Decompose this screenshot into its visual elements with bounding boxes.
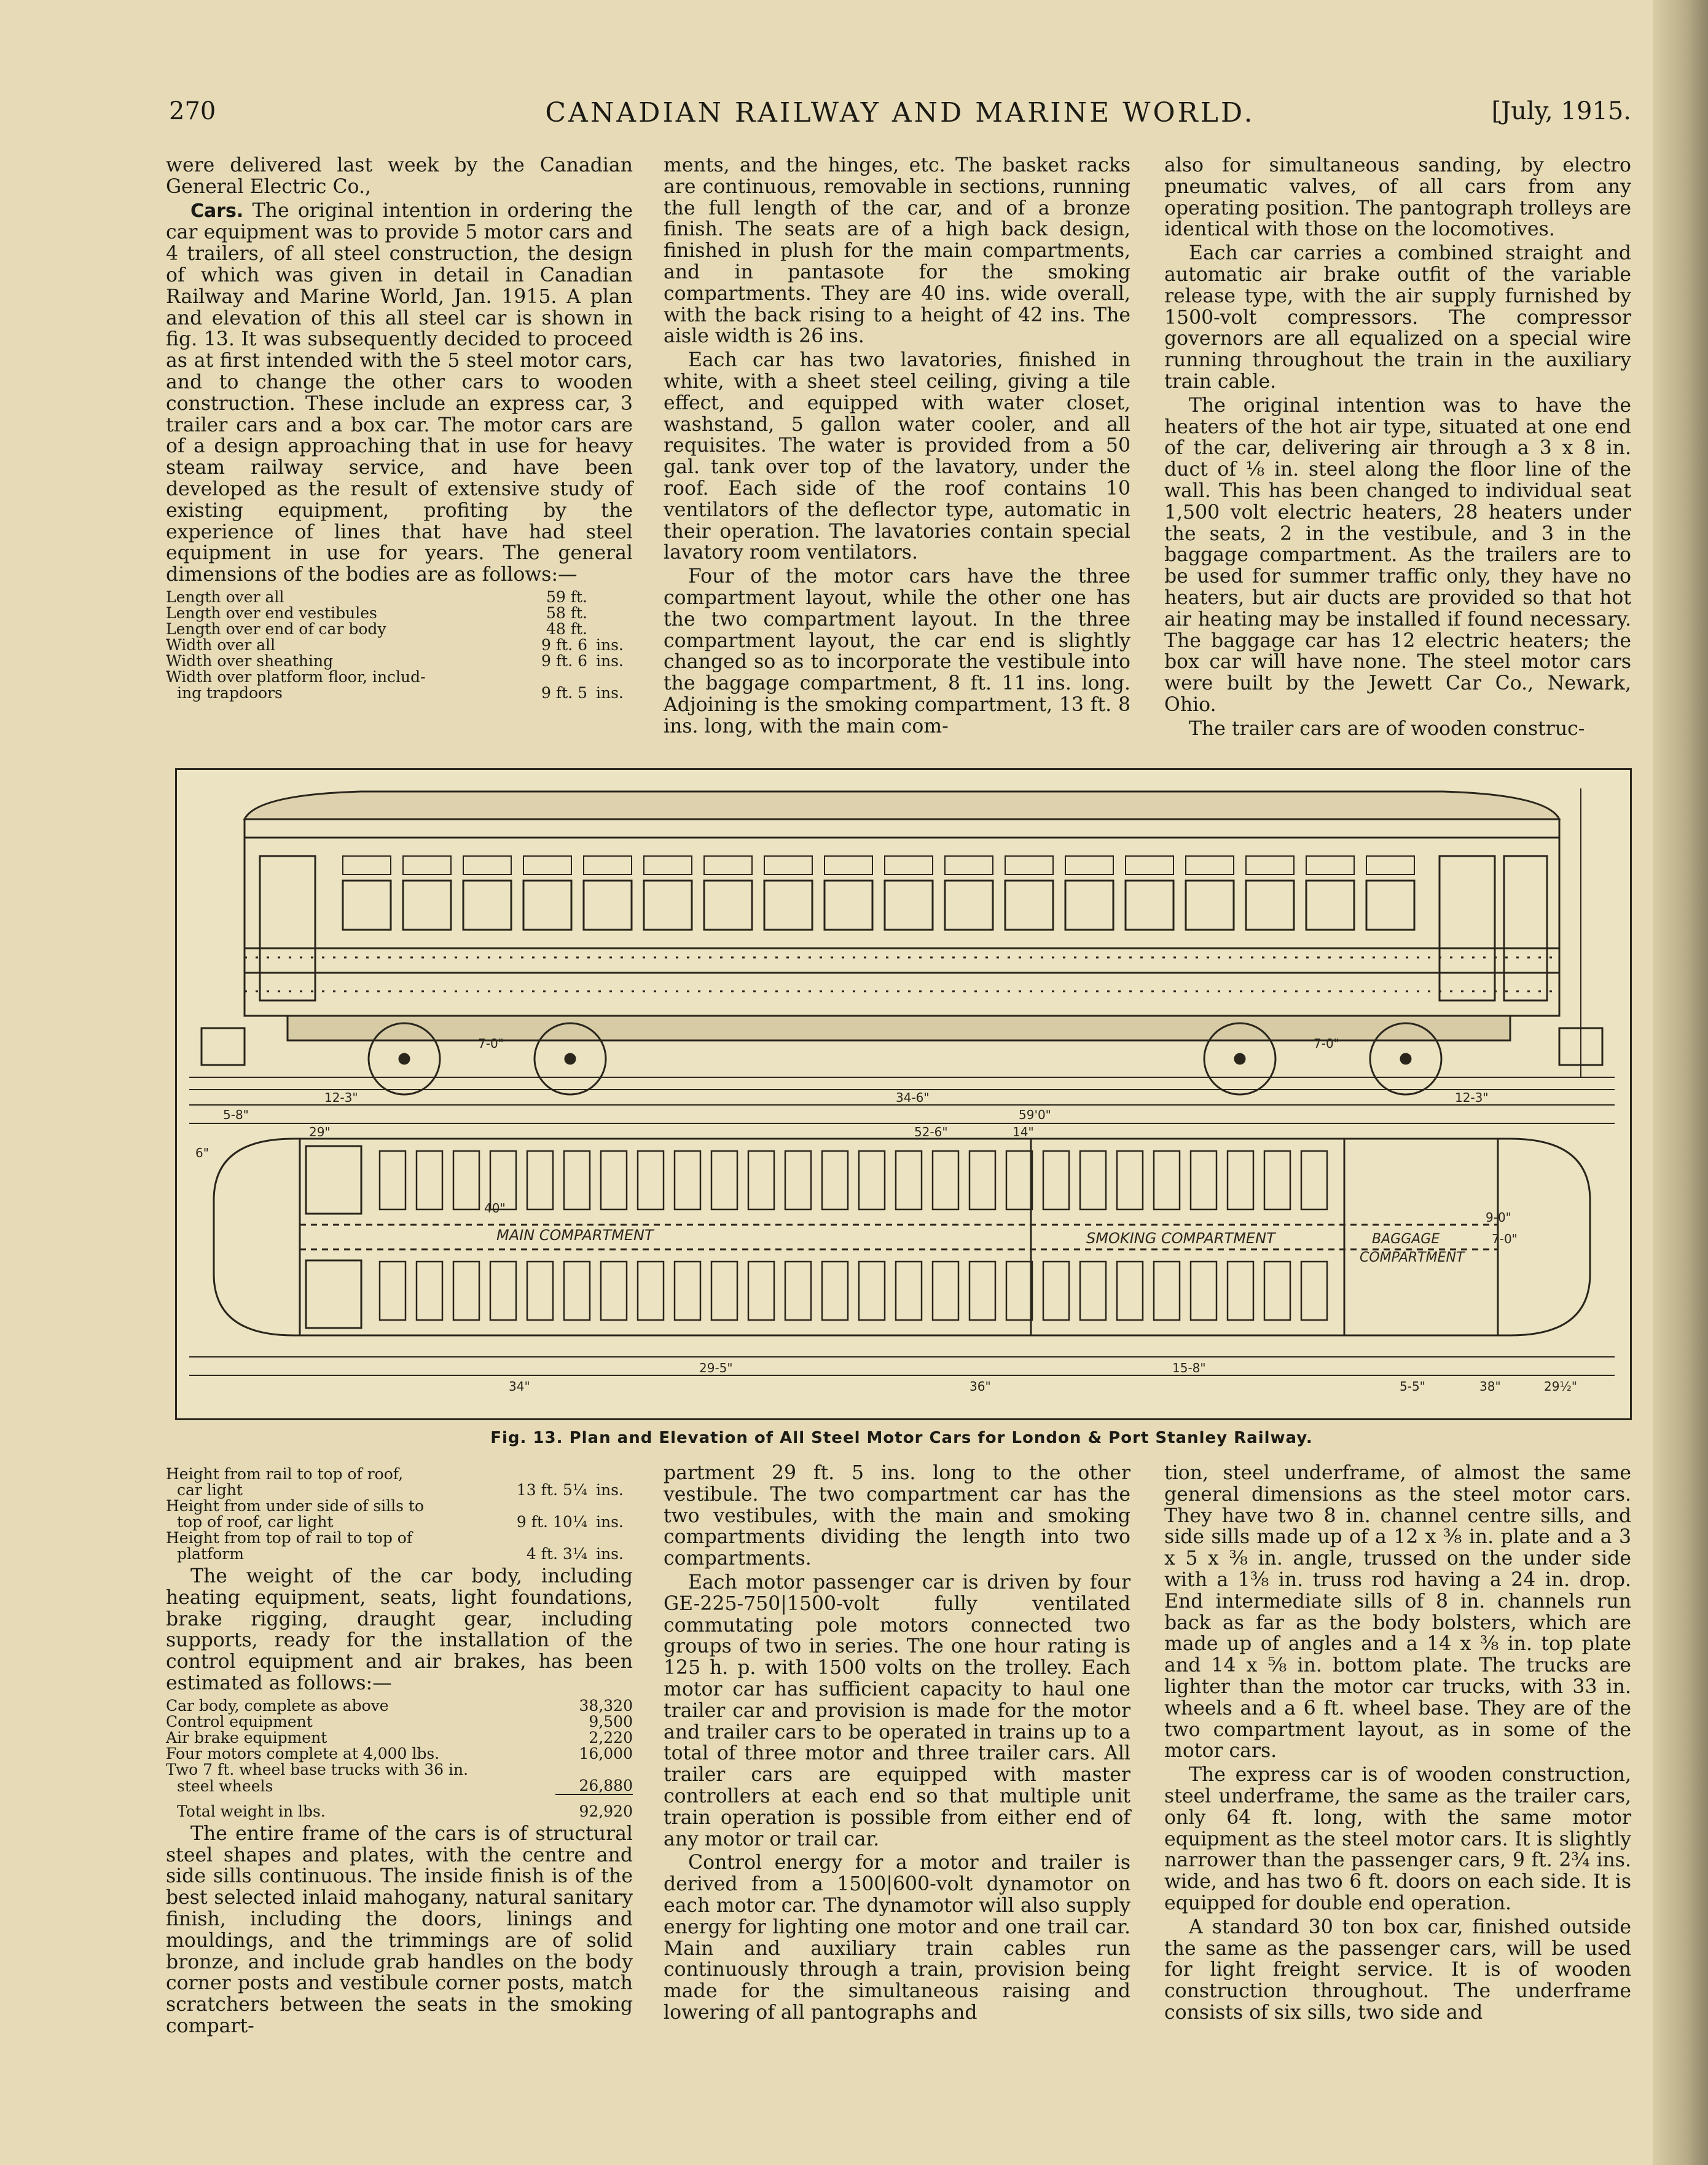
transom-window (1306, 856, 1354, 874)
seat (601, 1151, 627, 1209)
transom-window (523, 856, 571, 874)
transom-window (644, 856, 692, 874)
baggage-label-1: BAGGAGE (1372, 1232, 1440, 1247)
seat (748, 1151, 774, 1209)
seat (748, 1262, 774, 1320)
seat (1301, 1262, 1327, 1320)
smoking-compartment-label: SMOKING COMPARTMENT (1086, 1230, 1275, 1247)
table-row (166, 653, 633, 669)
dim-label: Length over all (166, 587, 284, 606)
weight-label: Two 7 ft. wheel base trucks with 36 in. (166, 1760, 469, 1778)
seat (1043, 1262, 1069, 1320)
seat (490, 1262, 516, 1320)
dimensions-table (166, 589, 633, 701)
paragraph: The original intention was to have the heaters of the hot air type, situated at one end of the car, delivering air through a 3 x 8 in. duct of ⅛ in. steel along the floor line of the wall. This has been changed to individual seat 1,500 volt electric heaters, 28 heaters under the seats, 2 in the vestibule, and 3 in the baggage compartment. As the trailers are to be used for summer traffic only, they have no heaters, but air ducts are provided so that hot air heating may be installed if found necessary. The baggage car has 12 electric heaters; the box car will have none. The steel motor cars were built by the Jewett Car Co., Newark, Ohio. (1164, 394, 1631, 716)
seat (675, 1151, 700, 1209)
column-1-top (166, 155, 633, 705)
paragraph: partment 29 ft. 5 ins. long to the other vestibule. The two compartment car has the two vestibules, with the main and smoking compartments dividing the length into two compartments. (664, 1462, 1130, 1570)
dim-label: Width over platform floor, includ- (166, 667, 426, 686)
weight-label: Four motors complete at 4,000 lbs. (166, 1744, 440, 1762)
seat (1117, 1151, 1143, 1209)
window (343, 881, 391, 930)
paragraph: Each car has two lavatories, finished in white, with a sheet steel ceiling, giving a tile effect, and equipped with water closet, washstand, 5 gallon water cooler, and all requisites. The water is provided from a 50 gal. tank over top of the lavatory, under the roof. Each side of the roof contains 10 ventilators of the deflector type, automatic in their operation. The lavatories contain special lavatory room ventilators. (664, 349, 1130, 564)
seat (859, 1151, 885, 1209)
paragraph: Each motor passenger car is driven by four GE-225-750|1500-volt fully ventilated commutating pole motors connected two groups of two in series. The one hour rating is 125 h. p. with 1500 volts on the trolley. Each motor car has sufficient capacity to haul one trailer car and provision is made for the motor and trailer cars to be operated in trains up to a total of three motor and three trailer cars. All trailer cars are equipped with master controllers at each end so that multiple unit train operation is possible from either end of any motor or trail car. (664, 1571, 1130, 1850)
dim-unit (587, 1530, 633, 1546)
weight-label: Control equipment (166, 1712, 313, 1731)
dim-label: Height from under side of sills to (166, 1497, 425, 1515)
seat (1154, 1262, 1180, 1320)
transom-window (1186, 856, 1234, 874)
dim-value: 9 ft. 10¼ (516, 1513, 587, 1531)
dim-value: 59 ft. (546, 587, 587, 606)
seat (896, 1262, 922, 1320)
dim-value: 48 ft. (546, 619, 587, 638)
elevation-view (189, 788, 1615, 1375)
window (1126, 881, 1173, 930)
car-drawing-svg (177, 770, 1630, 1418)
dimension-label: 7-0" (478, 1036, 504, 1051)
dim-unit: ins. (596, 1545, 624, 1563)
seat (933, 1151, 958, 1209)
window (1306, 881, 1354, 930)
window (825, 881, 872, 930)
paragraph: A standard 30 ton box car, finished outside the same as the passenger cars, will be used for light freight service. It is of wooden construction throughout. The underframe consists of six sills, two side and (1164, 1915, 1631, 2024)
dimension-label: 12-3" (324, 1090, 358, 1105)
total-label: Total weight in lbs. (177, 1802, 326, 1820)
transom-window (403, 856, 451, 874)
paragraph: The trailer cars are of wooden construc- (1189, 717, 1585, 740)
transom-window (1366, 856, 1414, 874)
table-row (166, 1762, 633, 1778)
seat (1264, 1151, 1290, 1209)
column-3-bottom (1164, 1463, 1631, 2026)
paragraph: Four of the motor cars have the three compartment layout, while the other one has the two compartment layout. In the three compartment layout, the car end is slightly changed so as to incorporate the vestibule into the baggage compartment, 8 ft. 11 ins. long. Adjoining is the smoking compartment, 13 ft. 8 ins. long, with the main com- (664, 565, 1130, 737)
window (885, 881, 933, 930)
seat (564, 1262, 590, 1320)
table-row (166, 1498, 633, 1514)
dim-unit (587, 605, 633, 621)
weight-value: 16,000 (579, 1744, 633, 1762)
table-row (166, 621, 633, 637)
table-row (166, 1514, 633, 1530)
transom-window (704, 856, 752, 874)
dim-unit (587, 669, 633, 685)
paragraph: The weight of the car body, including heating equipment, seats, light foundations, brake rigging, draught gear, including supports, ready for the installation of the control equipment and air brakes, has been estimated as follows:— (166, 1565, 633, 1694)
dim-label: Width over all (166, 635, 276, 654)
dim-label: Width over sheathing (166, 651, 334, 670)
seat (638, 1262, 664, 1320)
table-row (166, 1746, 633, 1762)
table-row (166, 1530, 633, 1546)
dim-unit: ins. (596, 1513, 624, 1531)
dimension-label: 7-0" (1314, 1036, 1339, 1051)
transom-window (945, 856, 993, 874)
dim-value: 9 ft. 6 (541, 635, 587, 654)
table-row (166, 589, 633, 605)
window (1065, 881, 1113, 930)
dim-value (517, 669, 587, 685)
weight-value (555, 1762, 633, 1778)
seat (564, 1151, 590, 1209)
table-row (166, 1546, 633, 1562)
dim-value: 13 ft. 5¼ (516, 1481, 587, 1499)
dim-unit: ins. (596, 651, 624, 670)
table-row (166, 685, 633, 701)
dimension-label: 36" (970, 1379, 991, 1394)
seat (711, 1262, 737, 1320)
figure-13-drawing (175, 768, 1632, 1420)
seat (601, 1262, 627, 1320)
dim-label: platform (177, 1545, 244, 1563)
seat (785, 1151, 811, 1209)
dim-unit: ins. (596, 635, 624, 654)
page-number: 270 (169, 97, 216, 125)
transom-window (885, 856, 933, 874)
table-row-total (166, 1794, 633, 1820)
seat (380, 1151, 405, 1209)
column-1-bottom (166, 1463, 633, 2040)
seat (1191, 1151, 1216, 1209)
seat (1080, 1151, 1106, 1209)
weight-label: Car body, complete as above (166, 1696, 389, 1715)
dimension-label: 38" (1479, 1379, 1501, 1394)
seat (1006, 1151, 1032, 1209)
seat (711, 1151, 737, 1209)
paragraph: ments, and the hinges, etc. The basket racks are continuous, removable in sections, running the full length of the car, and of a bronze finish. The seats are of a high back design, finished in plush for the main compartments, and in pantasote for the smoking compartments. They are 40 ins. wide overall, with the back rising to a height of 42 ins. The aisle width is 26 ins. (664, 154, 1130, 348)
dimension-label: 5-8" (223, 1107, 249, 1122)
paragraph: were delivered last week by the Canadian General Electric Co., (166, 154, 633, 198)
seat (453, 1262, 479, 1320)
seat (970, 1262, 995, 1320)
dim-value (491, 1498, 587, 1514)
weight-label: steel wheels (177, 1777, 273, 1795)
seat (970, 1151, 995, 1209)
window (1186, 881, 1234, 930)
dimension-label: 52-6" (914, 1125, 948, 1139)
table-row (166, 1730, 633, 1746)
window (584, 881, 632, 930)
weight-value: 2,220 (589, 1728, 633, 1747)
window (523, 881, 571, 930)
dimension-label: 7-0" (1492, 1232, 1518, 1246)
window (945, 881, 993, 930)
seat (1264, 1262, 1290, 1320)
dim-value: 9 ft. 5 (541, 683, 587, 702)
transom-window (463, 856, 511, 874)
weight-value: 26,880 (555, 1778, 633, 1794)
window (644, 881, 692, 930)
window (704, 881, 752, 930)
dim-unit (587, 1498, 633, 1514)
weight-value: 38,320 (579, 1696, 633, 1715)
dimension-label: 12-3" (1455, 1090, 1489, 1105)
page-header (169, 92, 1631, 135)
dim-value: 4 ft. 3¼ (526, 1545, 587, 1563)
table-row (166, 1778, 633, 1794)
seat (859, 1262, 885, 1320)
seat (675, 1262, 700, 1320)
column-2-top (664, 155, 1130, 740)
seat (1301, 1151, 1327, 1209)
dimension-label: 34" (509, 1379, 530, 1394)
dimension-label: 9-0" (1486, 1210, 1511, 1225)
seat (417, 1262, 442, 1320)
seat (1191, 1262, 1216, 1320)
main-compartment-label: MAIN COMPARTMENT (496, 1227, 654, 1244)
table-row (166, 1698, 633, 1714)
paragraph (166, 200, 633, 586)
transom-window (584, 856, 632, 874)
paragraph: Each car carries a combined straight and automatic air brake outfit of the variable release type, with the air supply furnished by 1500-volt compressors. The compressor governors are all equalized on a special wire running throughout the train in the auxiliary train cable. (1164, 242, 1631, 393)
seat (896, 1151, 922, 1209)
dimension-label: 40" (484, 1201, 506, 1216)
dim-label: Length over end of car body (166, 619, 386, 638)
weight-value: 9,500 (589, 1712, 633, 1731)
seat (527, 1262, 553, 1320)
table-row (166, 669, 633, 685)
dim-unit (587, 589, 633, 605)
paragraph-text: The original intention in ordering the car equipment was to provide 5 motor cars and 4 trailers, of all steel construction, the design of which was given in detail in Canadian Railway and Marine World, Jan. 1915. A plan and elevation of this all steel car is shown in fig. 13. It was subsequently decided to proceed as at first intended with the 5 steel motor cars, and to change the other cars to wooden construction. These include an express car, 3 trailer cars and a box car. The motor cars are of a design approaching that in use for heavy steam railway service, and have been developed as the result of extensive study of existing equipment, profiting by the experience of lines that have had steel equipment in use for years. The general dimensions of the bodies are as follows:— (166, 199, 633, 586)
seat (1154, 1151, 1180, 1209)
dim-value: 58 ft. (546, 603, 587, 622)
window (463, 881, 511, 930)
paragraph: The express car is of wooden construction, steel underframe, the same as the trailer cars, only 64 ft. long, with the same motor equipment as the steel motor cars. It is slightly narrower than the passenger cars, 9 ft. 2¾ ins. wide, and has two 6 ft. doors on each side. It is equipped for double end operation. (1164, 1764, 1631, 1914)
transom-window (825, 856, 872, 874)
seat (638, 1151, 664, 1209)
seat (380, 1262, 405, 1320)
total-value: 92,920 (579, 1802, 633, 1820)
table-row (166, 1714, 633, 1730)
table-row (166, 1482, 633, 1498)
dim-unit (587, 621, 633, 637)
column-3-top (1164, 155, 1631, 742)
seat (527, 1151, 553, 1209)
dimension-label: 14" (1013, 1125, 1034, 1139)
transom-window (1126, 856, 1173, 874)
seat (1117, 1262, 1143, 1320)
dim-unit (587, 1466, 633, 1482)
seat (1228, 1262, 1253, 1320)
table-row (166, 605, 633, 621)
window-group (343, 856, 1414, 930)
weight-label: Air brake equipment (166, 1728, 327, 1747)
column-2-bottom (664, 1463, 1130, 2026)
baggage-label-2: COMPARTMENT (1360, 1250, 1465, 1265)
seat (453, 1151, 479, 1209)
paragraph: The entire frame of the cars is of structural steel shapes and plates, with the centre and side sills continuous. The inside finish is of the best selected inlaid mahogany, natural sanitary finish, including the doors, linings and mouldings, and the trimmings are of solid bronze, and include grab handles on the body corner posts and vestibule corner posts, match scratchers between the seats in the smoking compart- (166, 1822, 633, 2037)
heights-table (166, 1466, 633, 1562)
seat (1228, 1151, 1253, 1209)
weights-table (166, 1698, 633, 1820)
dim-value (491, 1530, 587, 1546)
paragraph: also for simultaneous sanding, by electro pneumatic valves, of all cars from any operating position. The pantograph trolleys are identical with those on the locomotives. (1164, 154, 1631, 241)
figure-caption: Fig. 13. Plan and Elevation of All Steel Motor Cars for London & Port Stanley Railway. (490, 1429, 1313, 1447)
seat (1043, 1151, 1069, 1209)
paragraph: tion, steel underframe, of almost the same general dimensions as the steel motor cars. They have two 8 in. channel centre sills, and side sills made up of a 12 x ⅜ in. plate and a 3 x 5 x ⅜ in. angle, trussed on the under side with a 1⅜ in. truss rod having a 24 in. drop. End intermediate sills of 8 in. channels run back as far as the body bolsters, which are made up of angles and a 14 x ⅜ in. top plate and 14 x ⅝ in. bottom plate. The trucks are lighter than the motor car trucks, with 33 in. wheels and a 6 ft. wheel base. They are of the two compartment layout, as in some of the motor cars. (1164, 1462, 1631, 1762)
transom-window (1005, 856, 1053, 874)
dim-label: Height from top of rail to top of (166, 1529, 413, 1547)
seat (822, 1262, 848, 1320)
page-edge (1653, 0, 1708, 2165)
dimension-label: 29½" (1544, 1379, 1578, 1394)
dim-label: car light (177, 1481, 243, 1499)
transom-window (764, 856, 812, 874)
dim-value (491, 1466, 587, 1482)
transom-window (1246, 856, 1294, 874)
dim-label: Length over end vestibules (166, 603, 377, 622)
window (403, 881, 451, 930)
dimension-label: 6" (195, 1145, 209, 1160)
dimension-label: 29-5" (699, 1361, 733, 1375)
table-row (166, 637, 633, 653)
dim-unit: ins. (596, 1481, 624, 1499)
dimension-label: 5-5" (1400, 1379, 1425, 1394)
seat (1006, 1262, 1032, 1320)
seat (933, 1262, 958, 1320)
dim-label: ing trapdoors (177, 683, 283, 702)
journal-title: CANADIAN RAILWAY AND MARINE WORLD. (545, 97, 1255, 128)
transom-window (1065, 856, 1113, 874)
dim-label: Height from rail to top of roof, (166, 1465, 404, 1483)
dimension-label: 59'0" (1019, 1107, 1051, 1122)
table-row (166, 1466, 633, 1482)
window (1005, 881, 1053, 930)
window (1246, 881, 1294, 930)
dimension-label: 34-6" (896, 1090, 930, 1105)
window (1366, 881, 1414, 930)
dimension-label: 15-8" (1172, 1361, 1206, 1375)
dim-value: 9 ft. 6 (541, 651, 587, 670)
dimension-label: 29" (309, 1125, 331, 1139)
seat (822, 1151, 848, 1209)
issue-date: [July, 1915. (1491, 97, 1631, 125)
dim-unit: ins. (596, 683, 624, 702)
dim-label: top of roof, car light (177, 1513, 334, 1531)
seat (785, 1262, 811, 1320)
paragraph: Control energy for a motor and trailer is derived from a 1500|600-volt dynamotor on each motor car. The dynamotor will also supply energy for lighting one motor and one trail car. Main and auxiliary train cables run continuously through a train, provision being made for the simultaneous raising and lowering of all pantographs and (664, 1852, 1130, 2024)
window (764, 881, 812, 930)
seat (1080, 1262, 1106, 1320)
section-heading-cars: Cars. (190, 200, 244, 222)
seat (417, 1151, 442, 1209)
transom-window (343, 856, 391, 874)
